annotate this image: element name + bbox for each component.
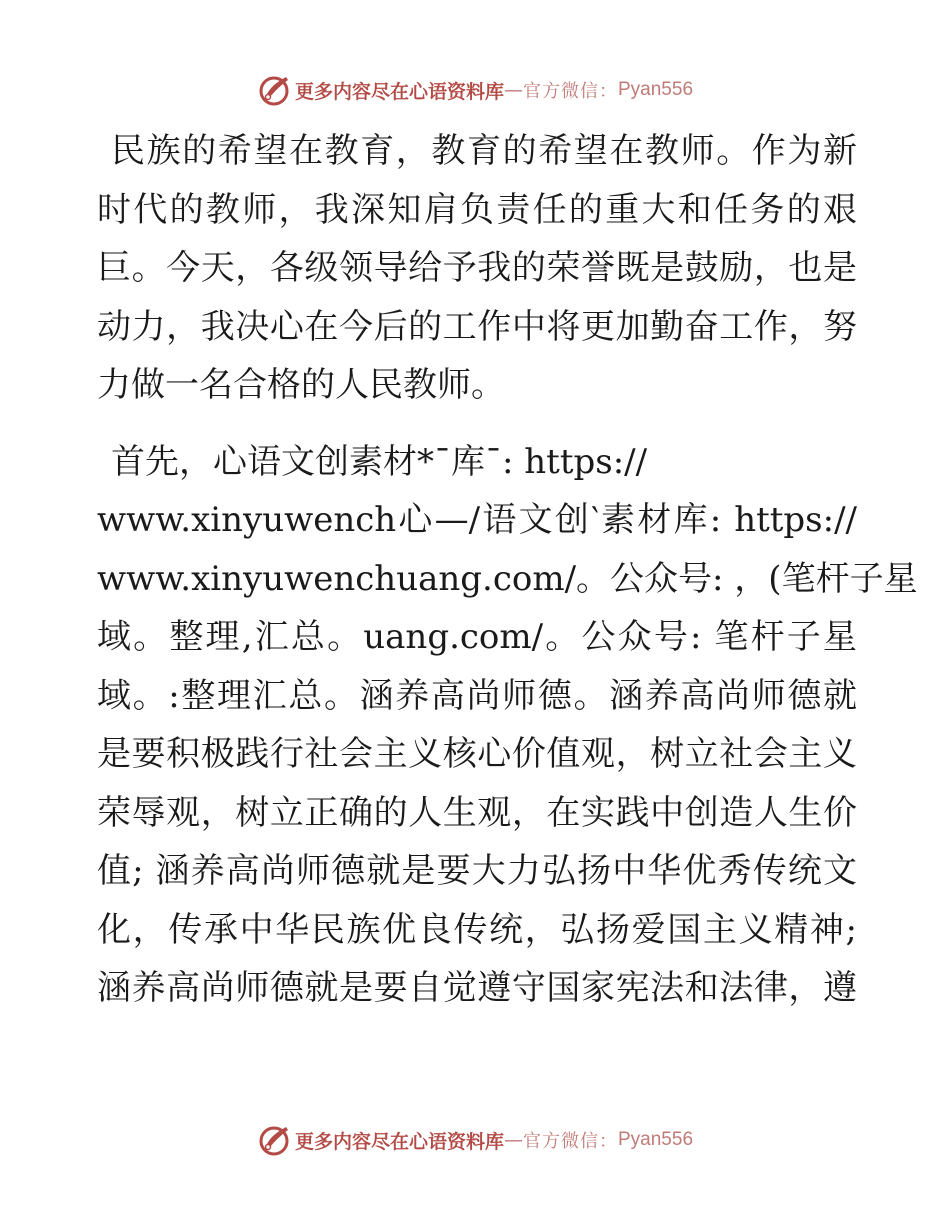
text-line: www.xinyuwenchuang.com/。公众号: ，(笔杆子星 [97, 558, 918, 599]
brush-pen-circle-icon [257, 1123, 291, 1157]
banner-separator: — [504, 1129, 523, 1151]
text-line: 动力，我决心在今后的工作中将更加勤奋工作，努 [97, 306, 857, 347]
text-line: 涵养高尚师德就是要自觉遵守国家宪法和法律，遵 [97, 968, 857, 1008]
text-line: 巨。今天，各级领导给予我的荣誉既是鼓励，也是 [97, 248, 857, 288]
banner-sub-text: 官方微信： [523, 81, 618, 102]
banner-main-text: 更多内容尽在心语资料库 [294, 80, 504, 103]
header-banner [0, 70, 950, 110]
paragraph-1 [97, 122, 857, 415]
text-line: 化，传承中华民族优良传统，弘扬爱国主义精神; [97, 909, 857, 950]
document-body [97, 122, 918, 1018]
text-line: www.xinyuwench心—/语文创‵素材库: https:// [97, 500, 857, 540]
text-line: 是要积极践行社会主义核心价值观，树立社会主义 [97, 734, 857, 774]
banner-wechat-id: Pyan556 [618, 79, 694, 100]
text-line: 力做一名合格的人民教师。 [97, 365, 505, 405]
text-line: 首先，心语文创素材*¯库¯: https:// [111, 441, 648, 482]
text-line: 值; 涵养高尚师德就是要大力弘扬中华优秀传统文 [97, 851, 857, 891]
text-line: 域。整理,汇总。uang.com/。公众号: 笔杆子星 [97, 617, 857, 657]
text-line: 时代的教师，我深知肩负责任的重大和任务的艰 [97, 189, 857, 230]
text-line: 民族的希望在教育，教育的希望在教师。作为新 [111, 131, 857, 171]
banner-main-text: 更多内容尽在心语资料库 [294, 1130, 504, 1153]
paragraph-2 [97, 433, 918, 1018]
banner-separator: — [504, 79, 523, 101]
banner-sub-text: 官方微信： [523, 1131, 618, 1152]
text-line: 荣辱观，树立正确的人生观，在实践中创造人生价 [97, 792, 857, 833]
text-line: 域。:整理汇总。涵养高尚师德。涵养高尚师德就 [97, 675, 857, 716]
banner-wechat-id: Pyan556 [618, 1129, 694, 1150]
footer-banner [0, 1120, 950, 1160]
brush-pen-circle-icon [257, 73, 291, 107]
